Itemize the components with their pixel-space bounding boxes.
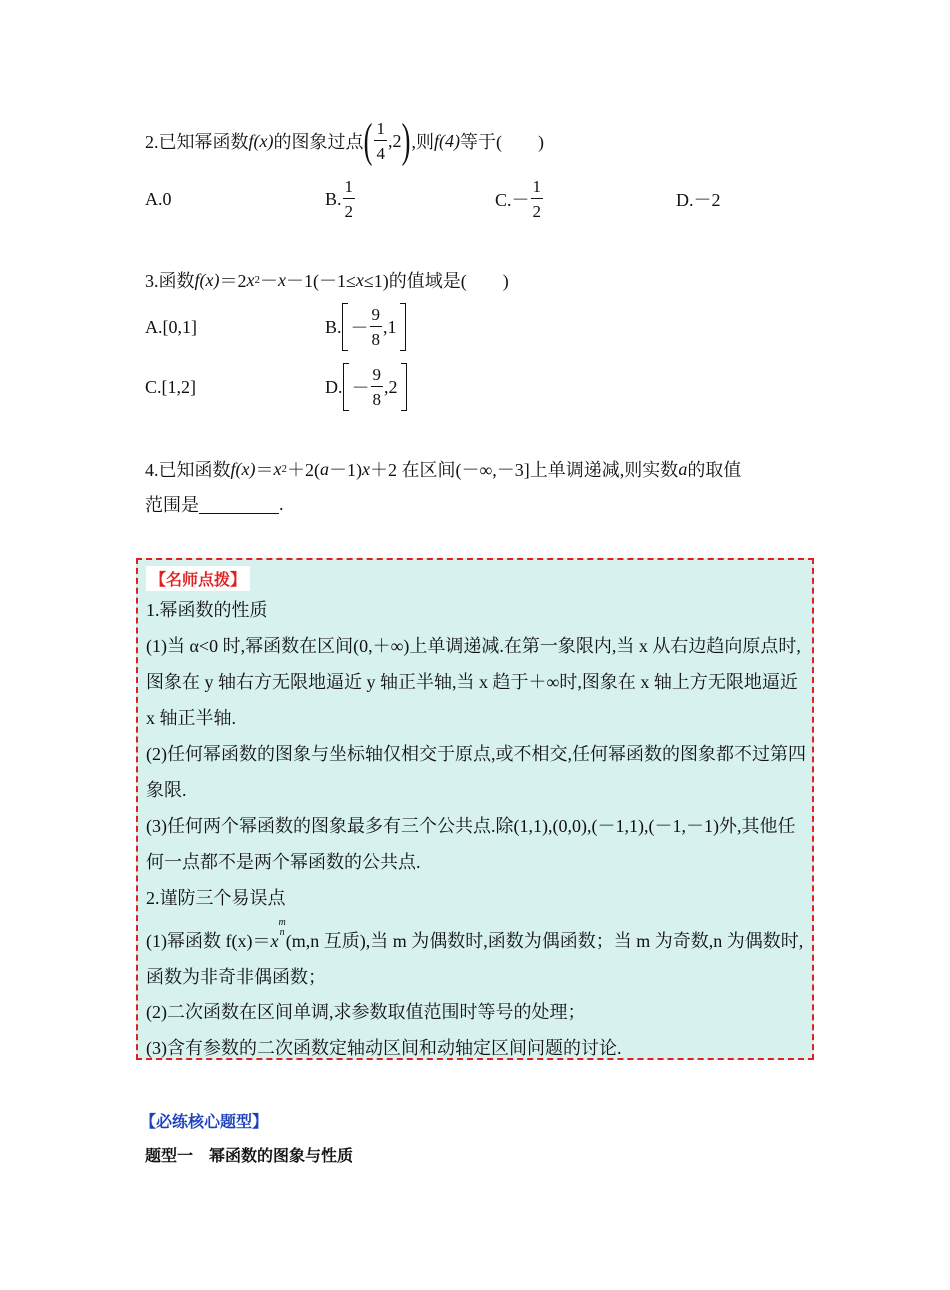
tips-p4-n: n [279, 927, 285, 938]
q3-option-d-end: ,2 [384, 376, 398, 397]
tips-p4-base: x [270, 931, 279, 951]
tips-paragraph-2: (2)任何幂函数的图象与坐标轴仅相交于原点,或不相交,任何幂函数的图象都不过第四象限. [146, 744, 806, 800]
q3-option-a [145, 302, 197, 352]
q4-stem-line1 [145, 455, 741, 483]
q2-fx: f(x) [248, 130, 274, 151]
q2-option-c [495, 174, 544, 224]
q2-option-b-fraction [343, 178, 356, 220]
q2-mid: 的图象过点 [273, 132, 364, 152]
q2-point-num: 1 [374, 120, 387, 141]
q2-option-b-den: 2 [344, 202, 354, 221]
q2-option-c-fraction [531, 178, 544, 220]
q3-option-d-num: 9 [371, 366, 384, 387]
q2-option-c-den: 2 [532, 202, 542, 221]
tips-heading-1: 1.幂函数的性质 [146, 600, 268, 620]
q3-fx: f(x) [194, 269, 220, 290]
q2-right-paren: ) [402, 114, 411, 167]
q3-eq3: －1(－1≤ [285, 271, 356, 291]
q2-left-paren: ( [364, 114, 373, 167]
q4-answer-blank[interactable] [199, 495, 279, 514]
q3-option-d-label: D. [325, 376, 343, 397]
q3-option-d [325, 362, 407, 412]
tips-p4-post: (m,n 互质),当 m 为偶数时,函数为偶函数；当 m 为奇数,n 为偶数时,函数为非奇非偶函数； [146, 931, 804, 987]
q4-p5: 的取值 [687, 460, 742, 480]
q3-option-b-minus: － [350, 318, 369, 338]
tips-p4-m: m [278, 917, 286, 928]
q3-option-a-text: A.[0,1] [145, 316, 197, 337]
q3-x2: x [277, 269, 286, 290]
q2-then: ,则 [411, 132, 434, 152]
q3-eq1: ＝2 [219, 271, 247, 291]
q3-option-d-den: 8 [372, 390, 381, 409]
q3-option-b-end: ,1 [383, 316, 397, 337]
q2-option-b-num: 1 [343, 178, 356, 199]
tips-box [136, 558, 814, 1060]
q2-option-b [325, 174, 356, 224]
q3-eq4: ≤1)的值域是( ) [363, 271, 509, 291]
q4-fx: f(x) [230, 458, 256, 479]
q2-option-b-label: B. [325, 188, 342, 209]
tips-paragraph-1: (1)当 α<0 时,幂函数在区间(0,＋∞)上单调递减.在第一象限内,当 x 从右边趋向原点时,图象在 y 轴右方无限地逼近 y 轴正半轴,当 x 趋于＋∞时,图象在 x 轴上方无限地逼近 x 轴正半轴. [146, 636, 801, 728]
q3-stem [145, 266, 509, 294]
q3-option-d-minus: － [351, 378, 370, 398]
q3-x3: x [355, 269, 364, 290]
q2-point-fraction [374, 120, 387, 162]
q4-a1: a [319, 458, 329, 479]
q2-stem [145, 116, 544, 166]
q4-x1: x [273, 458, 282, 479]
q2-prefix: 2.已知幂函数 [145, 132, 249, 152]
q3-eq2: － [259, 271, 278, 291]
q3-exponent: 2 [254, 274, 260, 286]
q3-x1: x [246, 269, 255, 290]
q4-p3: －1) [328, 460, 362, 480]
q2-option-c-num: 1 [531, 178, 544, 199]
tips-paragraph-4 [146, 918, 806, 995]
q4-p2: ＋2( [286, 460, 320, 480]
tips-paragraph-3: (3)任何两个幂函数的图象最多有三个公共点.除(1,1),(0,0),(－1,1),(－1,－1)外,其他任何一点都不是两个幂函数的公共点. [146, 816, 796, 872]
q3-option-b-label: B. [325, 316, 342, 337]
q3-option-d-right-bracket [401, 363, 407, 411]
q3-option-d-fraction [371, 366, 384, 408]
q2-point-den: 4 [376, 144, 385, 163]
q4-exponent: 2 [281, 463, 287, 475]
q4-p4: ＋2 在区间(－∞,－3]上单调递减,则实数 [369, 460, 679, 480]
tips-p4-exponent [278, 918, 285, 938]
tips-paragraph-5: (2)二次函数在区间单调,求参数取值范围时等号的处理； [146, 1002, 586, 1022]
tips-paragraph-6: (3)含有参数的二次函数定轴动区间和动轴定区间问题的讨论. [146, 1038, 622, 1058]
q2-option-a [145, 174, 172, 224]
q3-option-b-num: 9 [370, 306, 383, 327]
q2-option-d [676, 174, 721, 224]
q3-option-b-right-bracket [400, 303, 406, 351]
q3-option-d-left-bracket [343, 363, 349, 411]
q2-option-a-text: A.0 [145, 188, 172, 209]
q3-option-b-left-bracket [342, 303, 348, 351]
q2-f4: f(4) [433, 130, 460, 151]
q3-option-c-text: C.[1,2] [145, 376, 196, 397]
q3-option-b-fraction [370, 306, 383, 348]
q4-a2: a [678, 458, 688, 479]
q4-end: . [279, 493, 284, 514]
section-subheading: 题型一 幂函数的图象与性质 [145, 1146, 354, 1165]
q3-prefix: 3.函数 [145, 271, 195, 291]
q2-suffix: 等于( ) [459, 132, 544, 152]
q3-option-b [325, 302, 406, 352]
q4-prefix: 4.已知函数 [145, 460, 231, 480]
tips-heading-2: 2.谨防三个易误点 [146, 888, 286, 908]
q2-option-c-label: C.－ [495, 190, 530, 210]
q4-p1: ＝ [255, 460, 274, 480]
q3-option-b-den: 8 [371, 330, 381, 349]
tips-p4-pre: (1)幂函数 f(x)＝ [146, 931, 271, 951]
q2-option-d-text: D.－2 [676, 190, 721, 210]
q4-stem-line2 [145, 490, 284, 518]
tips-tag: 【名师点拨】 [146, 566, 250, 591]
q2-point-y: ,2 [387, 130, 402, 151]
q4-x2: x [361, 458, 370, 479]
q4-line2: 范围是 [145, 495, 199, 515]
q3-option-c [145, 362, 196, 412]
section-heading: 【必练核心题型】 [140, 1112, 269, 1131]
